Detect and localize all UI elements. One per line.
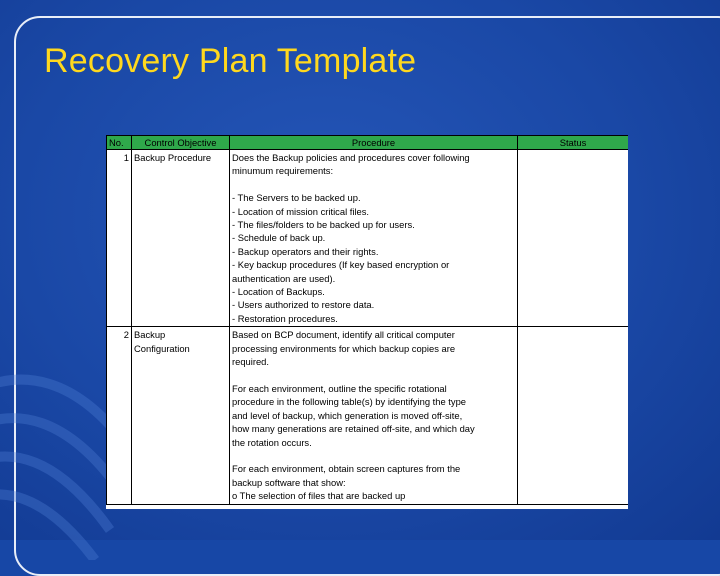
procedure-line: required.: [232, 356, 270, 368]
procedure-line: minumum requirements:: [232, 165, 334, 177]
procedure-line: Does the Backup policies and procedures cover following: [232, 152, 470, 163]
cell-procedure: [230, 327, 518, 504]
procedure-line: Based on BCP document, identify all critical computer: [232, 329, 455, 341]
procedure-line: For each environment, obtain screen captures from the: [232, 463, 461, 475]
recovery-plan-table-container: [106, 135, 628, 509]
header-no: No.: [107, 136, 132, 150]
procedure-line: For each environment, outline the specific rotational: [232, 382, 447, 394]
cell-status: [518, 150, 629, 327]
procedure-line: - Location of mission critical files.: [232, 205, 370, 217]
procedure-line: o The selection of files that are backed up: [232, 490, 406, 502]
cell-procedure: [230, 150, 518, 327]
table-body: [107, 150, 629, 505]
recovery-plan-table: [106, 135, 628, 505]
procedure-line: authentication are used).: [232, 272, 336, 284]
procedure-line: - The Servers to be backed up.: [232, 192, 361, 204]
objective-line: Backup Procedure: [134, 152, 212, 163]
procedure-line: how many generations are retained off-site, and which day: [232, 423, 475, 435]
cell-control-objective: [132, 327, 230, 504]
procedure-spacer: [232, 178, 515, 191]
procedure-spacer: [232, 368, 515, 381]
procedure-line: and level of backup, which generation is moved off-site,: [232, 409, 463, 421]
procedure-line: processing environments for which backup copies are: [232, 342, 456, 354]
header-control-objective: Control Objective: [132, 136, 230, 150]
cell-no: 2: [107, 327, 132, 504]
procedure-line: procedure in the following table(s) by identifying the type: [232, 396, 466, 408]
header-procedure: Procedure: [230, 136, 518, 150]
procedure-line: backup software that show:: [232, 476, 346, 488]
procedure-line: the rotation occurs.: [232, 436, 312, 448]
procedure-line: - Restoration procedures.: [232, 312, 338, 324]
procedure-line: - Backup operators and their rights.: [232, 245, 379, 257]
cell-control-objective: [132, 150, 230, 327]
procedure-line: - Key backup procedures (If key based encryption or: [232, 259, 450, 271]
table-header-row: [107, 136, 629, 150]
header-status: Status: [518, 136, 629, 150]
objective-line: Backup: [134, 329, 166, 341]
procedure-line: - The files/folders to be backed up for users.: [232, 219, 415, 231]
slide-title: Recovery Plan Template: [44, 42, 417, 80]
table-row: [107, 327, 629, 504]
procedure-line: - Schedule of back up.: [232, 232, 326, 244]
objective-line: Configuration: [134, 342, 190, 354]
cell-status: [518, 327, 629, 504]
cell-no: 1: [107, 150, 132, 327]
procedure-line: - Users authorized to restore data.: [232, 299, 375, 311]
procedure-line: - Location of Backups.: [232, 286, 325, 298]
procedure-spacer: [232, 449, 515, 462]
table-row: [107, 150, 629, 327]
